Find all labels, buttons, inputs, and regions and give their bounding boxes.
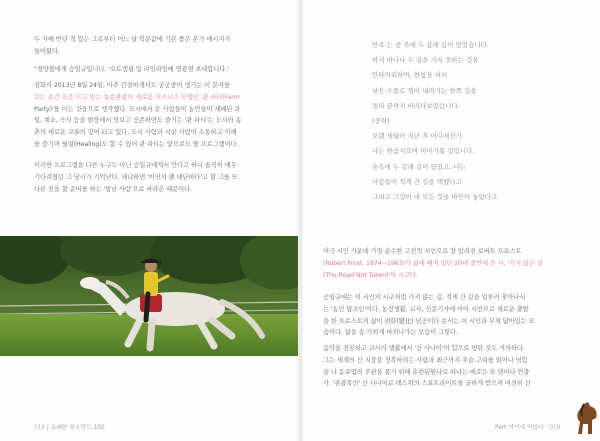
page-number: 019 bbox=[549, 425, 561, 431]
running-title: Part 여기에 먹었다 · bbox=[495, 425, 548, 431]
invitation-quote bbox=[34, 64, 274, 76]
text-line: 권화의 2013년 8월 24일, 아주 간결하게서도 궁궁중이 생기는 이 문자를 bbox=[34, 82, 230, 89]
book-gutter bbox=[296, 0, 304, 441]
text-line: 음악을 전공하고 교사의 생활에서 '산 사나이'의 힘으로 평탄 것도 거의하다. bbox=[323, 345, 525, 352]
poem-line: 안타까워하며, 한참을 서서 bbox=[372, 71, 448, 80]
horse-icon bbox=[570, 400, 600, 436]
poem-line: 만족 는 중 주에 두 갈래 길이 있었습니다. bbox=[372, 41, 489, 49]
poem-line: 하지 하나나 두 길을 가지 못하는 것을 bbox=[372, 56, 479, 65]
text-line: 을 나 동포업의 주관을 풀기 위해 훈련된원나로 떠나는 애호은 또 덴이나 연출 bbox=[323, 368, 530, 376]
text-line: 를 즐기며 릴링(Healing)도 할 수 있어 관 파티는 앞으로도 뜰 프로그램이다. bbox=[34, 140, 239, 148]
right-paragraph-2 bbox=[323, 292, 573, 339]
poem-line: (중략) bbox=[372, 117, 390, 126]
left-paragraph-2 bbox=[34, 80, 274, 151]
text-line: 승일규에는 이 시인의 시구처럼 가지 않는 길, 적게 간 길을 일부러 찾아나서 bbox=[323, 294, 526, 301]
text-line: 가. '관광목인' 산 사나이로 데스위의 스포트라이트를 글하게 받으며 여전히 산 bbox=[323, 380, 531, 388]
text-line: 일, 채소, 곡식 등을 현장에서 맛보고 공존하면도 즐기는 '관 파티'는 도시와 농 bbox=[34, 117, 242, 125]
poem-line: 숲속에 두 갈래 길이 있었고, 나는 bbox=[372, 162, 467, 171]
poem-line: 그리고 그것이 내 모든 것을 바꾸어 놓았다고 bbox=[372, 193, 498, 202]
text-line: 을 한 프로스트의 삶이 편화(變化) 넘공이다 순서는 이 시인과 무척 닮아있는 모 bbox=[323, 317, 535, 325]
poem-line: 멀리 끝까지 바라다보았습니다. bbox=[372, 101, 460, 110]
text-line: 미국 시인 가운데 가장 순수한 고전적 시인으로 잘 알려진 로버트 프로스트 bbox=[323, 248, 522, 255]
text-line: 습이다. 삶을 송 가꿔게 바쳐나가는 모습이 그렇다. bbox=[323, 329, 458, 337]
text-line: 보는 순간 요즘 뜨고 있는 농순관광의 새로운 이즈니스 모델인 '관 파티(Farm bbox=[34, 93, 240, 101]
right-footer bbox=[495, 422, 560, 431]
poem-line: 낮은 수풀로 꺾어 내려가는 한쪽 길을 bbox=[372, 86, 477, 95]
poem-line: 사람들이 적게 간 길을 택했다고 bbox=[372, 177, 462, 186]
text-line: 는 '농인 탐조인'이다. 농장생활, 교사, 신문기자에 이어 시인으로 새로운 출발 bbox=[323, 305, 529, 313]
text-line: 촌의 새로운 교류의 장이 되고 있다. 도시 사람과 시골 사람이 소통하고 이해 bbox=[34, 129, 237, 137]
left-intro-paragraph bbox=[34, 34, 274, 58]
horse-rider-illustration bbox=[0, 236, 298, 356]
text-line: 기다려졌던 그 당시가 기억난다. 돼냐하면 '이민의 팬 대단하다'고 할 그를 또 bbox=[34, 173, 238, 181]
text-line: (Robert Frost, 1874~1963)가 삶에 배져 있던 20대 중반에 쓴 시, '가지 않은 길 bbox=[323, 259, 543, 267]
quote-line: "경양볼에게 승일규입니다. '오토캠핑 및 라임라임에 영광점 초대합니다.' bbox=[34, 66, 229, 73]
left-paragraph-3 bbox=[34, 160, 274, 195]
page-number: 018 bbox=[34, 425, 46, 431]
left-footer bbox=[34, 422, 105, 431]
poem-line: 오랜 세월이 지난 후 어디에선가 bbox=[372, 132, 462, 141]
text-line: 들어왔다. bbox=[34, 47, 60, 55]
text-line: 그는 세계의 산 지붕을 정복하려는 사람과 최근까지 푸슬 고리를 읽어나 넘힘 bbox=[323, 356, 528, 364]
text-line: (The Road Not Taken)'의 시구다. bbox=[323, 271, 418, 279]
running-title: | 유쾌한 힐소랑드 100 bbox=[46, 425, 105, 431]
horse-rider-photo bbox=[0, 236, 298, 356]
text-line: 두 자매 반년 적 있는 그로부터 어느 날 학문값에 기본 좋은 본가 메시지가 bbox=[34, 36, 231, 43]
right-paragraph-1 bbox=[323, 246, 573, 281]
right-paragraph-3 bbox=[323, 343, 573, 390]
text-line: 이러한 프로그램을 다른 누구도 아닌 승일규에게서 안다고 하니 솔직히 매우 bbox=[34, 162, 237, 169]
poem-line: 나는 한숨지으며 이야기할 것입니다. bbox=[372, 147, 475, 156]
text-line: Party)'를 이는 것들으로 생각했다. 도시에서 온 사람들이 농민들이 재배된 과 bbox=[34, 105, 241, 113]
text-line: 다른 친을 할 준비를 하는 '빌난 사람'으로 바라본 때문이다. bbox=[34, 185, 192, 193]
poem-block bbox=[372, 38, 497, 205]
